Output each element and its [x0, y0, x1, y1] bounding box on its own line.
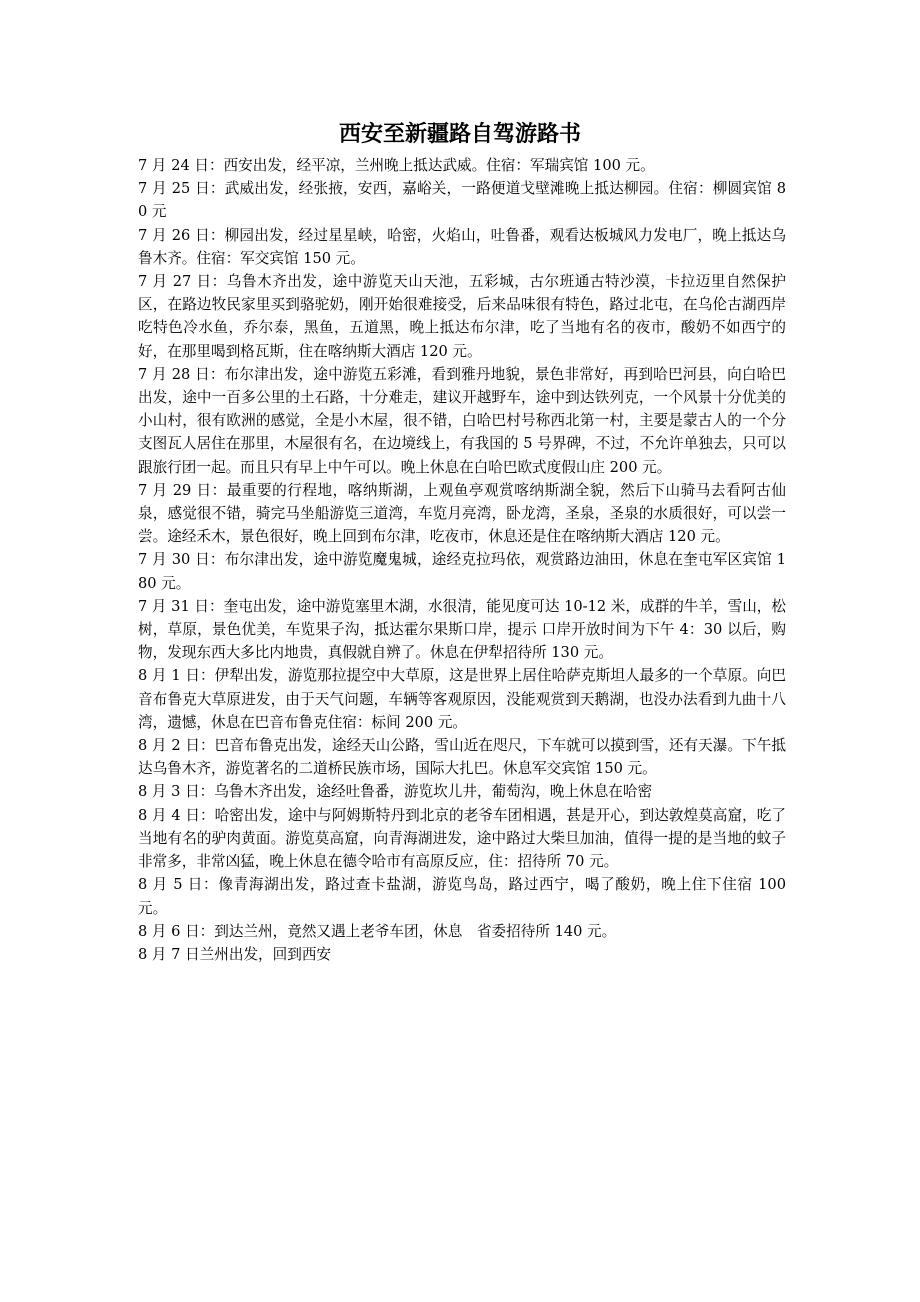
itinerary-entry: 7 月 25 日：武威出发，经张掖，安西，嘉峪关，一路便道戈壁滩晚上抵达柳园。住宿：柳圆宾馆 80 元 — [138, 180, 786, 221]
itinerary-entry: 7 月 26 日：柳园出发，经过星星峡，哈密，火焰山，吐鲁番，观看达板城风力发电厂，晚上抵达乌鲁木齐。住宿：军交宾馆 150 元。 — [138, 226, 786, 267]
itinerary-entry: 7 月 30 日：布尔津出发，途中游览魔鬼城，途经克拉玛依，观赏路边油田，休息在奎屯军区宾馆 180 元。 — [138, 551, 786, 592]
document-title: 西安至新疆路自驾游路书 — [338, 121, 581, 147]
itinerary-entry: 7 月 31 日：奎屯出发，途中游览塞里木湖，水很清，能见度可达 10-12 米，成群的牛羊，雪山，松树，草原，景色优美，车览果子沟，抵达霍尔果斯口岸，提示 口岸开放时间为下午 4：30 以后，购物，发现东西大多比内地贵，真假就自辨了。休息在伊犁招待所 130 元。 — [138, 597, 786, 662]
itinerary-entry: 8 月 5 日：像青海湖出发，路过查卡盐湖，游览鸟岛，路过西宁，喝了酸奶，晚上住下住宿 100 元。 — [138, 876, 786, 917]
itinerary-entry: 8 月 1 日：伊犁出发，游览那拉提空中大草原，这是世界上居住哈萨克斯坦人最多的一个草原。向巴音布鲁克大草原进发，由于天气问题，车辆等客观原因，没能观赏到天鹅湖，也没办法看到九曲十八湾，遗憾，休息在巴音布鲁克住宿：标间 200 元。 — [138, 667, 786, 731]
itinerary-entry: 7 月 28 日：布尔津出发，途中游览五彩滩，看到雅丹地貌，景色非常好，再到哈巴河县，向白哈巴出发，途中一百多公里的土石路，十分难走，建议开越野车，途中到达铁列克，一个风景十分优美的小山村，很有欧洲的感觉，全是小木屋，很不错，白哈巴村号称西北第一村，主要是蒙古人的一个分支图瓦人居住在那里，木屋很有名，在边境线上，有我国的 5 号界碑，不过，不允许单独去，只可以跟旅行团一起。而且只有早上中午可以。晚上休息在白哈巴欧式度假山庄 200 元。 — [138, 365, 786, 476]
itinerary-entry: 8 月 3 日：乌鲁木齐出发，途经吐鲁番，游览坎儿井，葡萄沟，晚上休息在哈密 — [138, 783, 653, 801]
itinerary-entry: 8 月 6 日：到达兰州，竟然又遇上老爷车团，休息 省委招待所 140 元。 — [138, 922, 617, 940]
itinerary-entry: 8 月 7 日兰州出发，回到西安 — [138, 945, 332, 963]
document-body — [138, 154, 786, 966]
itinerary-entry: 7 月 29 日：最重要的行程地，喀纳斯湖，上观鱼亭观赏喀纳斯湖全貌，然后下山骑马去看阿古仙泉，感觉很不错，骑完马坐船游览三道湾，车览月亮湾，卧龙湾，圣泉，圣泉的水质很好，可以尝一尝。途经禾木，景色很好，晚上回到布尔津，吃夜市，休息还是住在喀纳斯大酒店 120 元。 — [138, 481, 786, 546]
itinerary-entry: 8 月 4 日：哈密出发，途中与阿姆斯特丹到北京的老爷车团相遇，甚是开心，到达敦煌莫高窟，吃了当地有名的驴肉黄面。游览莫高窟，向青海湖进发，途中路过大柴旦加油，值得一提的是当地的蚊子非常多，非常凶猛，晚上休息在德令哈市有高原反应，住：招待所 70 元。 — [138, 806, 786, 871]
itinerary-entry: 7 月 24 日：西安出发，经平凉，兰州晚上抵达武威。住宿：军瑞宾馆 100 元。 — [138, 157, 655, 174]
itinerary-entry: 7 月 27 日：乌鲁木齐出发，途中游览天山天池，五彩城，古尔班通古特沙漠，卡拉迈里自然保护区，在路边牧民家里买到骆驼奶，刚开始很难接受，后来品味很有特色，路过北屯，在乌伦古湖西岸吃特色冷水鱼，乔尔泰，黑鱼，五道黑，晚上抵达布尔津，吃了当地有名的夜市，酸奶不如西宁的好，在那里喝到格瓦斯，住在喀纳斯大酒店 120 元。 — [138, 273, 786, 360]
itinerary-entry: 8 月 2 日：巴音布鲁克出发，途经天山公路，雪山近在咫尺，下车就可以摸到雪，还有天瀑。下午抵达乌鲁木齐，游览著名的二道桥民族市场，国际大扎巴。休息军交宾馆 150 元。 — [138, 737, 786, 778]
